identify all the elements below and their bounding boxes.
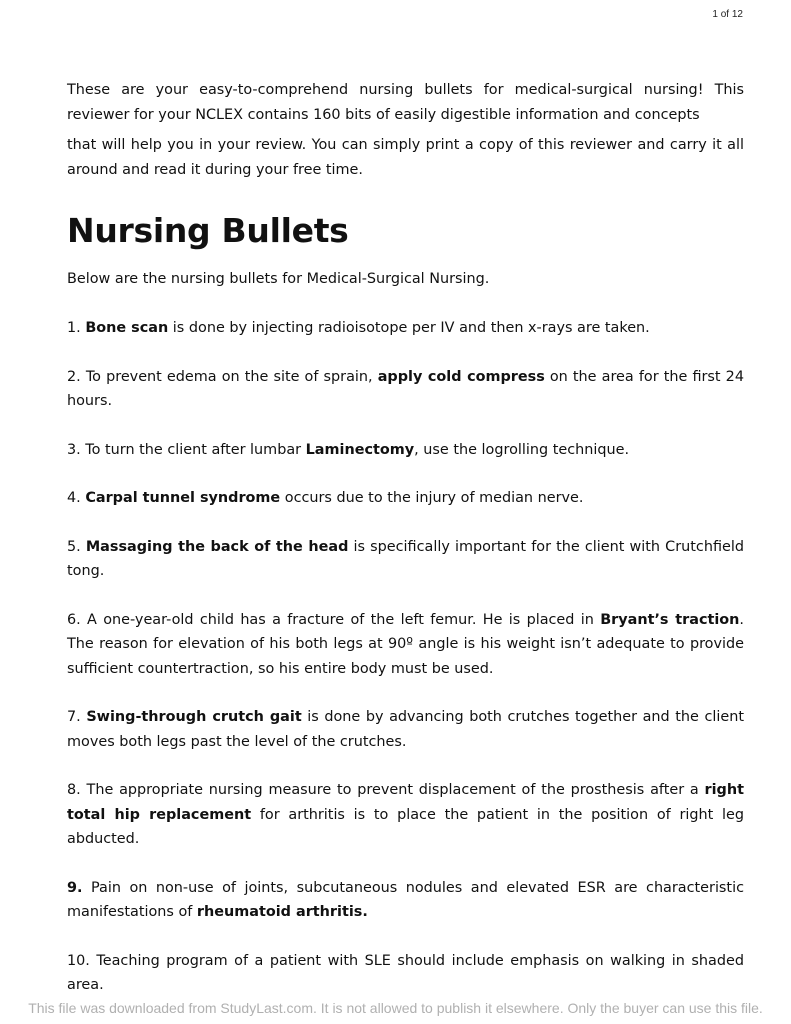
bullet-text: Pain on non-use of joints, subcutaneous nodules and elevated ESR are characteristic manifestations of [67,879,744,920]
bullet-text: is specifically important for the client with Crutchfield tong. [67,538,744,579]
bullet-item-3 [67,438,744,463]
bullet-text: for arthritis is to place the patient in the position of right leg abducted. [67,806,744,847]
section-intro: Below are the nursing bullets for Medical-Surgical Nursing. [67,271,490,287]
bullet-text: 2. To prevent edema on the site of sprain, [67,368,378,385]
bullet-item-8 [67,778,744,852]
bullet-keyword: Laminectomy [305,441,415,458]
intro-text-2: that will help you in your review. You can simply print a copy of this reviewer and carry it all around and read it during your free time. [67,137,744,178]
bullet-text: is done by advancing both crutches together and the client moves both legs past the level of the crutches. [67,709,744,750]
bullet-keyword: Carpal tunnel syndrome [85,490,281,506]
bullet-keyword: Bryant’s traction [600,611,740,628]
bullet-text: 5. [67,538,86,555]
bullet-item-6 [67,608,744,682]
bullet-keyword: Swing-through crutch gait [86,709,302,725]
bullet-item-9 [67,876,744,925]
intro-paragraph [67,78,744,183]
bullet-text: 10. Teaching program of a patient with SLE should include emphasis on walking in shaded area. [67,952,744,993]
bullet-keyword: Massaging the back of the head [85,538,349,555]
bullet-number: 9. [67,879,83,896]
bullet-text: 3. To turn the client after lumbar [67,441,306,458]
page-title: Nursing Bullets [67,211,349,250]
bullet-keyword: rheumatoid arthritis. [196,904,368,920]
bullet-text: , use the logrolling technique. [414,441,630,458]
bullet-item-4 [67,486,744,511]
document-body [67,78,744,998]
bullet-keyword: right total hip replacement [67,782,744,823]
bullet-text: 6. A one-year-old child has a fracture of the left femur. He is placed in [67,611,601,628]
bullet-text: is done by injecting radioisotope per IV and then x-rays are taken. [168,320,650,336]
bullet-text: 1. [67,320,86,336]
bullet-item-2 [67,365,744,414]
bullet-item-5 [67,535,744,584]
bullet-keyword: Bone scan [85,320,169,336]
bullet-text: 8. The appropriate nursing measure to prevent displacement of the prosthesis after a [67,782,705,798]
intro-text-1c: for medical-surgical nursing! This reviewer for your NCLEX contains 160 bits of easily digestible information and concepts [67,82,744,123]
bullet-item-10 [67,949,744,998]
bullet-item-7 [67,705,744,754]
bullet-text: 4. [67,490,86,506]
intro-text-1a: These are your easy-to-comprehend [67,82,360,98]
bullet-item-1 [67,316,744,341]
intro-text-1b: nursing bullets [359,82,473,98]
bullet-text: . The reason for elevation of his both legs at 90º angle is his weight isn’t adequate to provide sufficient countertraction, so his entire body must be used. [67,611,744,677]
bullet-text: on the area for the first 24 hours. [67,368,744,409]
bullet-keyword: apply cold compress [377,368,545,385]
bullet-text: 7. [67,709,87,725]
page-indicator: 1 of 12 [712,9,743,20]
bullet-text: occurs due to the injury of median nerve. [280,490,584,506]
watermark: This file was downloaded from StudyLast.com. It is not allowed to publish it elsewhere. Only the buyer can use this file. [28,1000,763,1016]
